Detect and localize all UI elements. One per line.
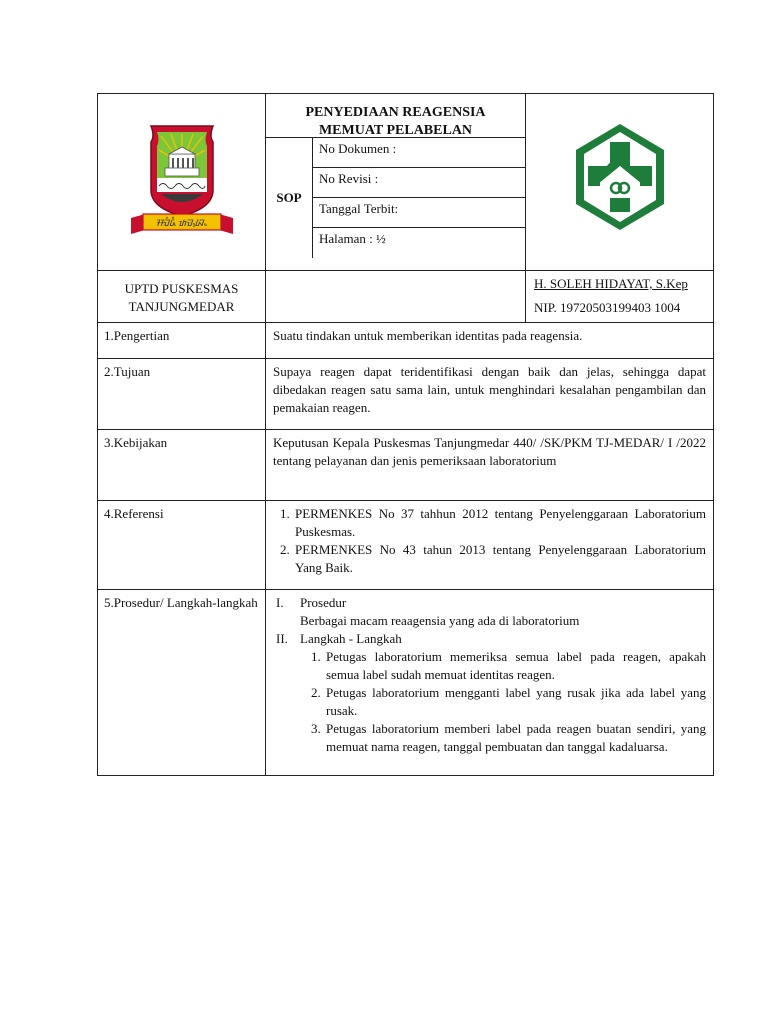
tujuan-text: Supaya reagen dapat teridentifikasi dengan baik dan jelas, sehingga dapat dibedakan reagen satu sama lain, untuk menghindari kesalahan pengambilan dan pemakaian reagen.: [266, 359, 714, 430]
sop-document: [97, 93, 713, 776]
left-logo-cell: [98, 94, 266, 271]
kebijakan-text: Keputusan Kepala Puskesmas Tanjungmedar 440/ /SK/PKM TJ-MEDAR/ I /2022 tentang pelayanan dan jenis pemeriksaan laboratorium: [266, 430, 714, 501]
title-line-2: MEMUAT PELABELAN: [318, 123, 473, 138]
document-title: [266, 94, 525, 137]
part-title: Prosedur: [300, 595, 347, 610]
langkah-item: 2. Petugas laboratorium mengganti label yang rusak jika ada label yang rusak.: [324, 684, 706, 720]
signer-cell: [526, 271, 714, 323]
prosedur-list: [276, 594, 706, 756]
prosedur-part-2: [276, 630, 706, 648]
part-title: Langkah - Langkah: [300, 631, 402, 646]
sop-label: SOP: [266, 138, 313, 258]
title-line-1: PENYEDIAAN REAGENSIA: [305, 105, 486, 120]
langkah-item: 1. Petugas laboratorium memeriksa semua label pada reagen, apakah semua label sudah memuat identitas reagen.: [324, 648, 706, 684]
kebijakan-label: 3.Kebijakan: [98, 430, 266, 501]
tujuan-label: 2.Tujuan: [98, 359, 266, 430]
field-no-revisi: No Revisi :: [313, 168, 526, 198]
referensi-list: [273, 505, 706, 577]
title-cell: [266, 94, 526, 271]
part-number: II.: [276, 631, 288, 646]
prosedur-part-1: [276, 594, 706, 612]
pengertian-label: 1.Pengertian: [98, 323, 266, 359]
referensi-label: 4.Referensi: [98, 501, 266, 590]
langkah-item: 3. Petugas laboratorium memberi label pada reagen buatan sendiri, yang memuat nama reagen, tanggal pembuatan dan tanggal kadaluarsa.: [324, 720, 706, 756]
referensi-item: 2. PERMENKES No 43 tahun 2013 tentang Penyelenggaraan Laboratorium Yang Baik.: [293, 541, 706, 577]
signer-nip: NIP. 19720503199403 1004: [534, 300, 681, 315]
referensi-item: 1. PERMENKES No 37 tahhun 2012 tentang Penyelenggaraan Laboratorium Puskesmas.: [293, 505, 706, 541]
puskesmas-logo-icon: [570, 120, 670, 240]
field-no-dokumen: No Dokumen :: [313, 138, 526, 168]
prosedur-label: 5.Prosedur/ Langkah-langkah: [98, 590, 266, 776]
prosedur-description: Berbagai macam reaagensia yang ada di laboratorium: [300, 613, 580, 628]
unit-name-line-1: UPTD PUSKESMAS: [124, 281, 239, 296]
signer-name: H. SOLEH HIDAYAT, S.Kep: [534, 276, 688, 291]
prosedur-content: [266, 590, 714, 776]
field-tanggal-terbit: Tanggal Terbit:: [313, 198, 526, 228]
unit-name-cell: [98, 271, 266, 323]
part-number: I.: [276, 595, 284, 610]
referensi-content: [266, 501, 714, 590]
unit-name-line-2: TANJUNGMEDAR: [128, 299, 235, 314]
field-halaman: Halaman : ½: [319, 231, 386, 246]
empty-cell: [266, 271, 526, 323]
pengertian-text: Suatu tindakan untuk memberikan identitas pada reagensia.: [266, 323, 714, 359]
regency-emblem-icon: [127, 120, 237, 240]
emblem-banner-text: ᮞᮙᮨᮓᮀ ᮒᮙ᮪ᮘᮂ: [155, 218, 208, 229]
sop-fields-grid: [266, 137, 525, 258]
right-logo-cell: [526, 94, 714, 271]
sop-table: [97, 93, 714, 776]
langkah-list: [276, 648, 706, 756]
